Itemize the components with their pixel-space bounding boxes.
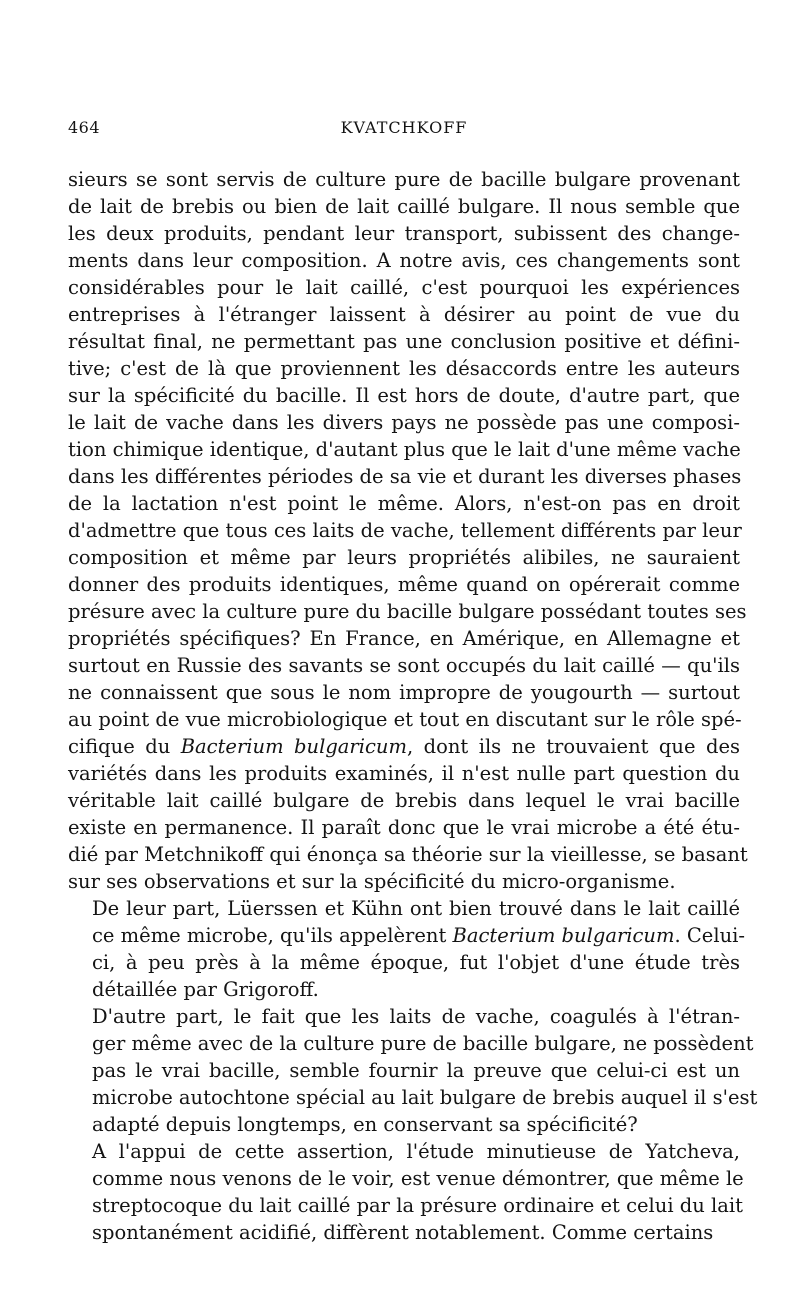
text-line: tive; c'est de là que proviennent les désaccords entre les auteurs — [68, 357, 740, 380]
text-line: considérables pour le lait caillé, c'est pourquoi les expériences — [68, 276, 740, 299]
text-line: spontanément acidifié, diffèrent notablement. Comme certains — [92, 1221, 714, 1244]
text-line: présure avec la culture pure du bacille bulgare possédant toutes ses — [68, 600, 747, 623]
text-line: ments dans leur composition. A notre avis, ces changements sont — [68, 249, 740, 272]
italic-term: Bacterium bulgaricum — [180, 735, 407, 758]
text-line: cifique du Bacterium bulgaricum, dont ils ne trouvaient que des — [68, 735, 741, 758]
page-number: 464 — [68, 118, 101, 137]
paragraph-2 — [68, 895, 745, 1003]
text-line: résultat final, ne permettant pas une conclusion positive et défini- — [68, 330, 740, 353]
text-line: le lait de vache dans les divers pays ne possède pas une composi- — [68, 411, 740, 434]
text-line: comme nous venons de le voir, est venue démontrer, que même le — [92, 1167, 744, 1190]
text-line: véritable lait caillé bulgare de brebis dans lequel le vrai bacille — [68, 789, 740, 812]
text-line: ce même microbe, qu'ils appelèrent Bacterium bulgaricum. Celui- — [92, 924, 745, 947]
text-line: De leur part, Lüerssen et Kühn ont bien trouvé dans le lait caillé — [92, 897, 740, 920]
text-line: de lait de brebis ou bien de lait caillé bulgare. Il nous semble que — [68, 195, 740, 218]
text-line: donner des produits identiques, même quand on opérerait comme — [68, 573, 740, 596]
text-line: au point de vue microbiologique et tout en discutant sur le rôle spé- — [68, 708, 742, 731]
text-line: A l'appui de cette assertion, l'étude minutieuse de Yatcheva, — [92, 1140, 740, 1163]
paragraph-1 — [68, 166, 748, 895]
text-line: dié par Metchnikoff qui énonça sa théorie sur la vieillesse, se basant — [68, 843, 748, 866]
text-line: propriétés spécifiques? En France, en Amérique, en Allemagne et — [68, 627, 740, 650]
text-line: streptocoque du lait caillé par la présure ordinaire et celui du lait — [92, 1194, 743, 1217]
text-line: détaillée par Grigoroff. — [92, 978, 319, 1001]
text-line: de la lactation n'est point le même. Alors, n'est-on pas en droit — [68, 492, 740, 515]
text-line: sur la spécificité du bacille. Il est hors de doute, d'autre part, que — [68, 384, 740, 407]
text-line: existe en permanence. Il paraît donc que le vrai microbe a été étu- — [68, 816, 740, 839]
text-line: composition et même par leurs propriétés alibiles, ne sauraient — [68, 546, 740, 569]
text-line: sur ses observations et sur la spécificité du micro-organisme. — [68, 870, 676, 893]
text-line: d'admettre que tous ces laits de vache, tellement différents par leur — [68, 519, 742, 542]
text-line: pas le vrai bacille, semble fournir la preuve que celui-ci est un — [92, 1059, 740, 1082]
text-line: sieurs se sont servis de culture pure de bacille bulgare provenant — [68, 168, 740, 191]
text-line: variétés dans les produits examinés, il n'est nulle part question du — [68, 762, 740, 785]
body-text — [68, 166, 758, 1246]
italic-term: Bacterium bulgaricum — [452, 924, 675, 947]
paragraph-3 — [68, 1003, 758, 1138]
text-line: ci, à peu près à la même époque, fut l'objet d'une étude très — [92, 951, 740, 974]
paragraph-4 — [68, 1138, 744, 1246]
running-head — [68, 118, 740, 148]
text-line: tion chimique identique, d'autant plus que le lait d'une même vache — [68, 438, 741, 461]
text-line: dans les différentes périodes de sa vie et durant les diverses phases — [68, 465, 742, 488]
text-line: les deux produits, pendant leur transport, subissent des change- — [68, 222, 740, 245]
text-line: surtout en Russie des savants se sont occupés du lait caillé — qu'ils — [68, 654, 740, 677]
text-line: ne connaissent que sous le nom impropre de yougourth — surtout — [68, 681, 740, 704]
running-title: KVATCHKOFF — [340, 118, 468, 137]
text-line: microbe autochtone spécial au lait bulgare de brebis auquel il s'est — [92, 1086, 758, 1109]
book-page — [68, 118, 758, 1246]
text-line: D'autre part, le fait que les laits de vache, coagulés à l'étran- — [92, 1005, 740, 1028]
text-line: adapté depuis longtemps, en conservant sa spécificité? — [92, 1113, 638, 1136]
text-line: ger même avec de la culture pure de bacille bulgare, ne possèdent — [92, 1032, 754, 1055]
text-line: entreprises à l'étranger laissent à désirer au point de vue du — [68, 303, 740, 326]
